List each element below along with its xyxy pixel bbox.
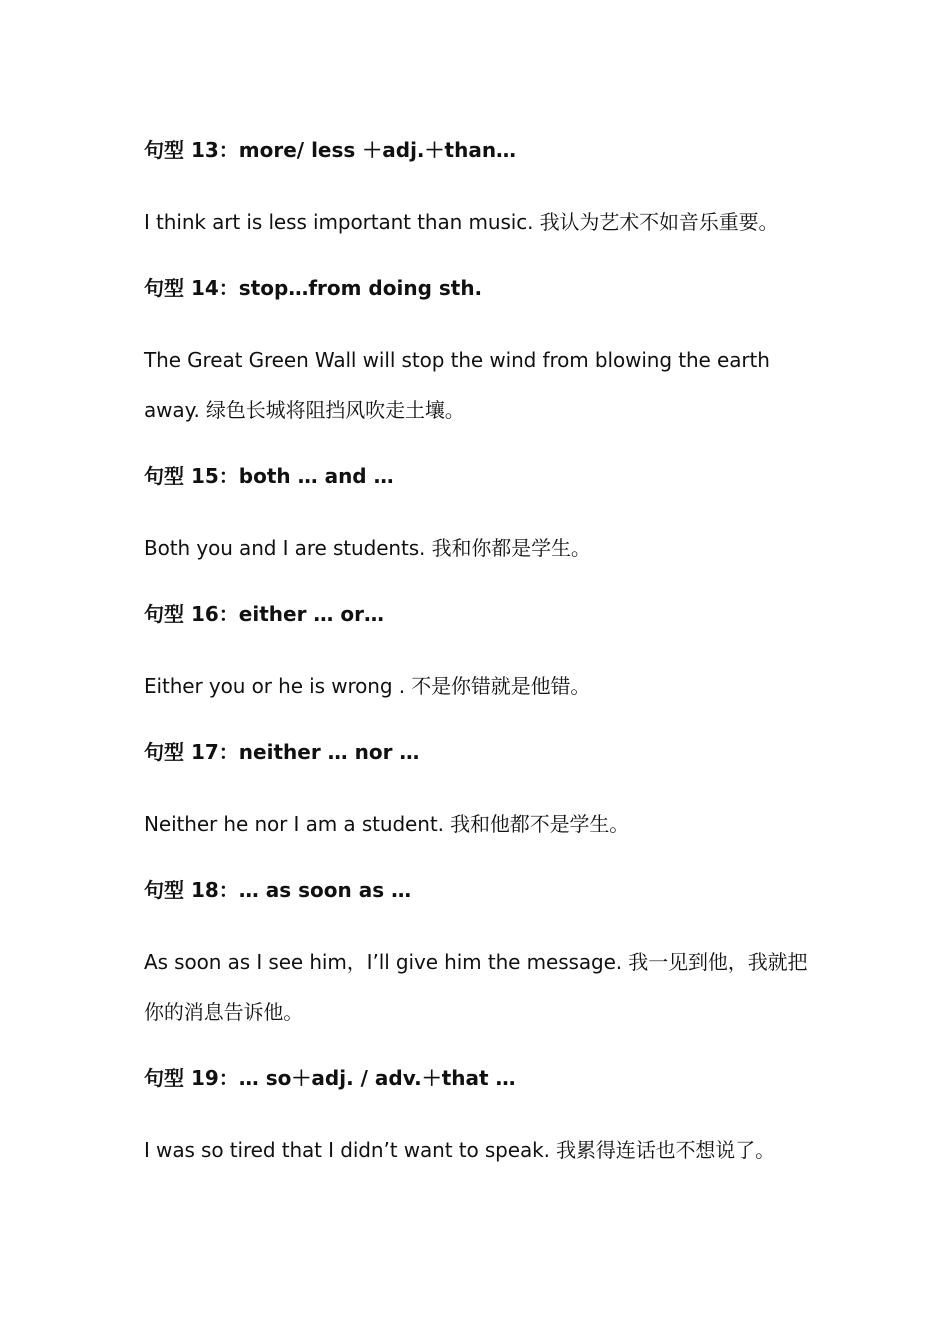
pattern-heading: 句型 19：… so＋adj. / adv.＋that … (144, 1066, 516, 1090)
document-content (144, 128, 824, 1194)
example-sentence: The Great Green Wall will stop the wind from blowing the earth away. 绿色长城将阻挡风吹走土壤。 (144, 348, 770, 422)
pattern-heading: 句型 16：either … or… (144, 602, 384, 626)
pattern-heading: 句型 17：neither … nor … (144, 740, 420, 764)
example-sentence: Neither he nor I am a student. 我和他都不是学生。 (144, 812, 630, 836)
example-sentence: Both you and I are students. 我和你都是学生。 (144, 536, 591, 560)
pattern-heading: 句型 14：stop…from doing sth. (144, 276, 483, 300)
pattern-heading: 句型 13：more/ less ＋adj.＋than… (144, 138, 517, 162)
example-sentence: Either you or he is wrong . 不是你错就是他错。 (144, 674, 591, 698)
pattern-heading: 句型 18：… as soon as … (144, 878, 412, 902)
example-sentence: I think art is less important than music. 我认为艺术不如音乐重要。 (144, 210, 779, 234)
example-sentence: I was so tired that I didn’t want to speak. 我累得连话也不想说了。 (144, 1138, 776, 1162)
example-sentence: As soon as I see him，I’ll give him the message. 我一见到他，我就把你的消息告诉他。 (144, 950, 808, 1024)
pattern-heading: 句型 15：both … and … (144, 464, 394, 488)
